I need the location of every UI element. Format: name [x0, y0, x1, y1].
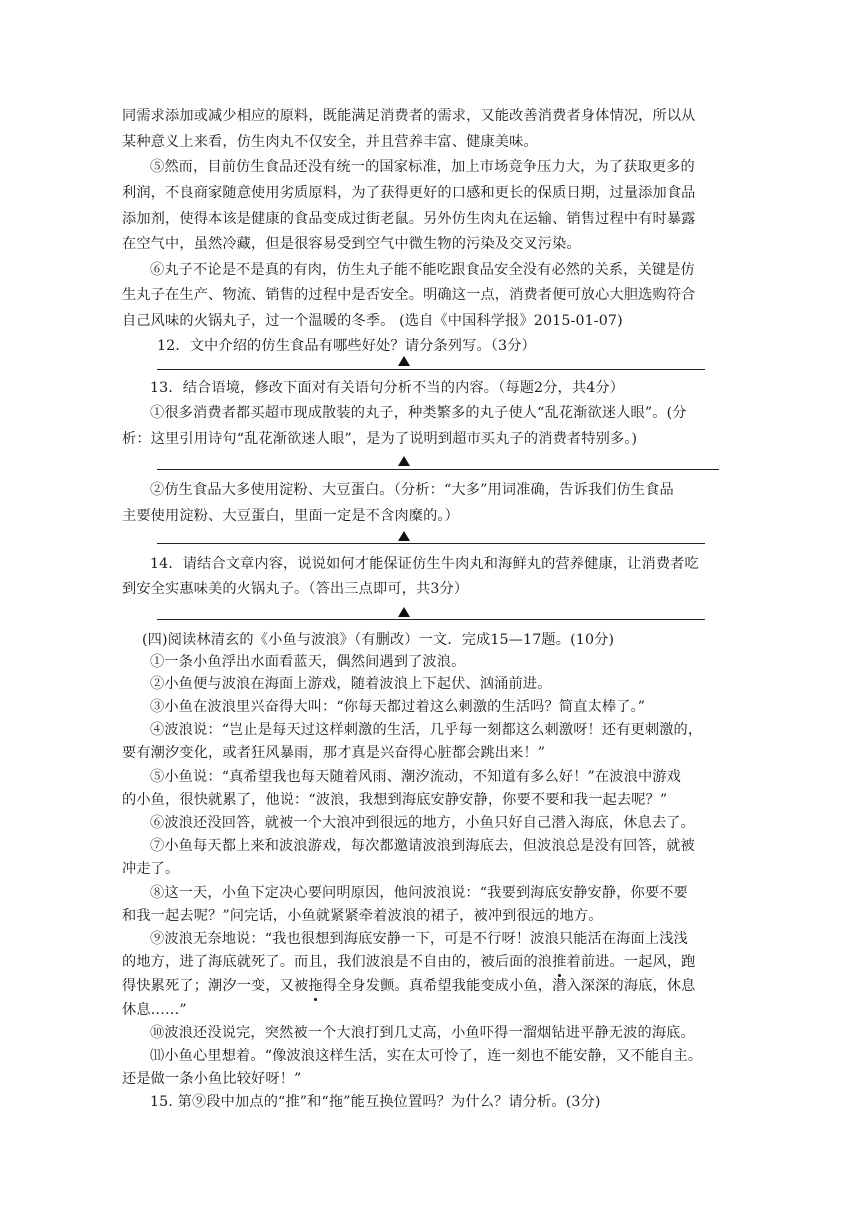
question-13-item-1-analysis: 析：这里引用诗句“乱花渐欲迷人眼”，是为了说明到超市买丸子的消费者特别多。) — [122, 431, 638, 447]
story-paragraph-1: ①一条小鱼浮出水面看蓝天，偶然间遇到了波浪。 — [150, 654, 466, 670]
text-run: 得全身发颤。真希望我能变成小鱼，潜入深深的海底，休息 — [322, 978, 696, 994]
answer-mark-icon — [398, 356, 410, 366]
story-paragraph-9: ⑨波浪无奈地说：“我也很想到海底安静一下，可是不行呀！波浪只能活在海面上浅浅 — [150, 931, 688, 947]
passage-line: 添加剂，使得本该是健康的食品变成过街老鼠。另外仿生肉丸在运输、销售过程中有时暴露 — [122, 211, 696, 227]
question-13-item-1: ①很多消费者都买超市现成散装的丸子，种类繁多的丸子使人“乱花渐欲迷人眼”。(分 — [150, 405, 687, 421]
text-run: 得快累死了；潮汐一变，又被 — [122, 978, 309, 994]
question-13-item-2-analysis: 主要使用淀粉、大豆蛋白，里面一定是不含肉糜的。） — [122, 508, 460, 524]
passage-line: 利润，不良商家随意使用劣质原料，为了获得更好的口感和更长的保质日期，过量添加食品 — [122, 185, 696, 201]
story-line: 要有潮汐变化，或者狂风暴雨，那才真是兴奋得心脏都会跳出来！” — [122, 745, 546, 761]
passage-line: 生丸子在生产、物流、销售的过程中是否安全。明确这一点，消费者便可放心大胆选购符合 — [122, 287, 696, 303]
answer-mark-icon — [398, 607, 410, 617]
answer-line-q13-2[interactable] — [157, 543, 705, 544]
story-line: 的小鱼，很快就累了，他说：“波浪，我想到海底安静安静，你要不要和我一起去呢？” — [122, 792, 668, 808]
answer-line-q13-1[interactable] — [157, 469, 719, 470]
section-4-header: (四)阅读林清玄的《小鱼与波浪》（有删改）一文．完成15—17题。(10分) — [142, 632, 615, 648]
story-paragraph-3: ③小鱼在波浪里兴奋得大叫：“你每天都过着这么刺激的生活吗？简直太棒了。” — [150, 699, 646, 715]
question-14: 14．请结合文章内容，说说如何才能保证仿生牛肉丸和海鲜丸的营养健康，让消费者吃 — [150, 556, 699, 572]
emphasis-dot-tui: 推 — [552, 954, 567, 970]
passage-source: 自己风味的火锅丸子，过一个温暖的冬季。 (选自《中国科学报》2015-01-07) — [122, 313, 623, 329]
story-paragraph-11: ⑾小鱼心里想着。“像波浪这样生活，实在太可怜了，连一刻也不能安静，又不能自主。 — [150, 1048, 703, 1064]
question-14-line-2: 到安全实惠味美的火锅丸子。（答出三点即可，共3分） — [122, 581, 469, 597]
question-13-item-2: ②仿生食品大多使用淀粉、大豆蛋白。（分析：“大多”用词准确，告诉我们仿生食品 — [150, 482, 674, 498]
answer-line-q12[interactable] — [157, 369, 705, 370]
passage-line: 在空气中，虽然冷藏，但是很容易受到空气中微生物的污染及交叉污染。 — [122, 236, 581, 252]
passage-paragraph-6: ⑥丸子不论是不是真的有肉，仿生丸子能不能吃跟食品安全没有必然的关系，关键是仿 — [150, 262, 695, 278]
passage-paragraph-5: ⑤然而，目前仿生食品还没有统一的国家标准，加上市场竞争压力大，为了获取更多的 — [150, 159, 695, 175]
story-paragraph-7: ⑦小鱼每天都上来和波浪游戏，每次都邀请波浪到海底去，但波浪总是没有回答，就被 — [150, 838, 695, 854]
story-line: 休息……” — [122, 1002, 187, 1018]
story-line: 和我一起去呢？”问完话，小鱼就紧紧牵着波浪的裙子，被冲到很远的地方。 — [122, 908, 603, 924]
story-line: 还是做一条小鱼比较好呀！” — [122, 1071, 302, 1087]
story-paragraph-4: ④波浪说：“岂止是每天过这样刺激的生活，几乎每一刻都这么刺激呀！还有更刺激的， — [150, 722, 703, 738]
question-12: 12．文中介绍的仿生食品有哪些好处？请分条列写。（3分） — [157, 338, 536, 354]
story-line-with-dotted-word — [122, 976, 742, 996]
passage-line: 同需求添加或减少相应的原料，既能满足消费者的需求，又能改善消费者身体情况，所以从 — [122, 108, 696, 124]
story-paragraph-2: ②小鱼便与波浪在海面上游戏，随着波浪上下起伏、汹涌前进。 — [150, 676, 552, 692]
story-paragraph-6: ⑥波浪还没回答，就被一个大浪冲到很远的地方，小鱼只好自己潜入海底，休息去了。 — [150, 815, 695, 831]
story-paragraph-8: ⑧这一天，小鱼下定决心要问明原因，他问波浪说：“我要到海底安静安静，你要不要 — [150, 885, 688, 901]
answer-mark-icon — [398, 531, 410, 541]
story-paragraph-5: ⑤小鱼说：“真希望我也每天随着风雨、潮汐流动，不知道有多么好！”在波浪中游戏 — [150, 769, 681, 785]
answer-line-q14[interactable] — [157, 619, 705, 620]
emphasis-dot-tuo: 拖 — [308, 978, 323, 994]
story-paragraph-10: ⑩波浪还没说完，突然被一个大浪打到几丈高，小鱼吓得一溜烟钻进平静无波的海底。 — [150, 1025, 695, 1041]
passage-line: 某种意义上来看，仿生肉丸不仅安全，并且营养丰富、健康美味。 — [122, 134, 538, 150]
answer-mark-icon — [398, 456, 410, 466]
question-15: 15. 第⑨段中加点的“推”和“拖”能互换位置吗？为什么？请分析。(3分) — [150, 1094, 601, 1110]
story-line: 冲走了。 — [122, 861, 180, 877]
story-line-with-dotted-word — [122, 952, 742, 972]
question-13: 13．结合语境，修改下面对有关语句分析不当的内容。（每题2分，共4分） — [150, 380, 625, 396]
text-run: 着前进。一起风，跑 — [566, 954, 696, 970]
text-run: 的地方，进了海底就死了。而且，我们波浪是不自由的，被后面的浪 — [122, 954, 553, 970]
